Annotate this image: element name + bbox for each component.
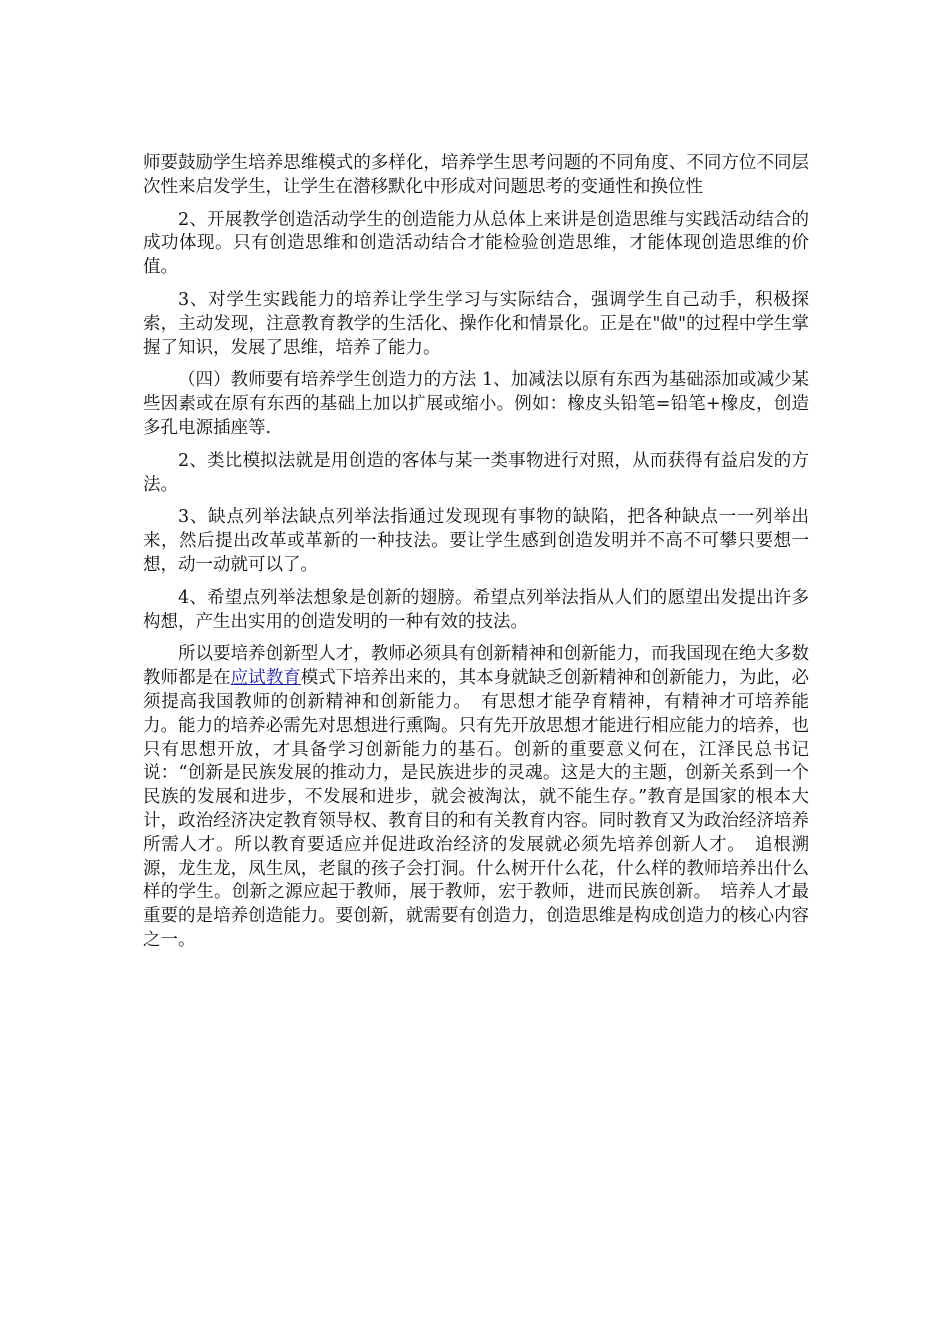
exam-education-link[interactable]: 应试教育 [230,668,301,689]
paragraph-conclusion-after-link: 模式下培养出来的，其本身就缺乏创新精神和创新能力，为此，必须提高我国教师的创新精神和创新能力。 有思想才能孕育精神，有精神才可培养能力。能力的培养必需先对思想进行熏陶。只有先开放思想才能进行相应能力的培养，也只有思想开放，才具备学习创新能力的基石。创新的重要意义何在，江泽民总书记说：“创新是民族发展的推动力，是民族进步的灵魂。这是大的主题，创新关系到一个民族的发展和进步，不发展和进步，就会被淘汰，就不能生存。”教育是国家的根本大计，政治经济决定教育领导权、教育目的和有关教育内容。同时教育又为政治经济培养所需人才。所以教育要适应并促进政治经济的发展就必须先培养创新人才。 追根溯源，龙生龙，凤生凤，老鼠的孩子会打洞。什么树开什么花，什么样的教师培养出什么样的学生。创新之源应起于教师，展于教师，宏于教师，进而民族创新。 培养人才最重要的是培养创造能力。要创新，就需要有创造力，创造思维是构成创造力的核心内容之一。 [143,668,810,950]
paragraph-defect-listing-method: 3、缺点列举法缺点列举法指通过发现现有事物的缺陷，把各种缺点一一列举出来，然后提出改革或革新的一种技法。要让学生感到创造发明并不高不可攀只要想一想，动一动就可以了。 [143,507,809,575]
paragraph-creative-activities: 2、开展教学创造活动学生的创造能力从总体上来讲是创造思维与实践活动结合的成功体现。只有创造思维和创造活动结合才能检验创造思维，才能体现创造思维的价值。 [143,209,809,278]
paragraph-hope-listing-method: 4、希望点列举法想象是创新的翅膀。希望点列举法指从人们的愿望出发提出许多构想，产生出实用的创造发明的一种有效的技法。 [143,587,809,632]
paragraph-analogy-method: 2、类比模拟法就是用创造的客体与某一类事物进行对照，从而获得有益启发的方法。 [143,450,809,495]
paragraph-continuation: 师要鼓励学生培养思维模式的多样化，培养学生思考问题的不同角度、不同方位不同层次性来启发学生，让学生在潜移默化中形成对问题思考的变通性和换位性 [143,153,809,197]
paragraph-practical-ability: 3、对学生实践能力的培养让学生学习与实际结合，强调学生自己动手，积极探索，主动发现，注意教育教学的生活化、操作化和情景化。正是在"做"的过程中学生掌握了知识，发展了思维，培养了能力。 [143,289,809,358]
paragraph-methods-addition-subtraction: （四）教师要有培养学生创造力的方法 1、加减法以原有东西为基础添加或减少某些因素或在原有东西的基础上加以扩展或缩小。例如：橡皮头铅笔=铅笔+橡皮，创造多孔电源插座等. [143,370,809,438]
document-body [143,152,809,953]
paragraph-conclusion-before-link: 所以要培养创新型人才，教师必须具有创新精神和创新能力，而我国现在绝大多数教师都是在 [143,644,809,689]
paragraph-conclusion [143,643,809,952]
